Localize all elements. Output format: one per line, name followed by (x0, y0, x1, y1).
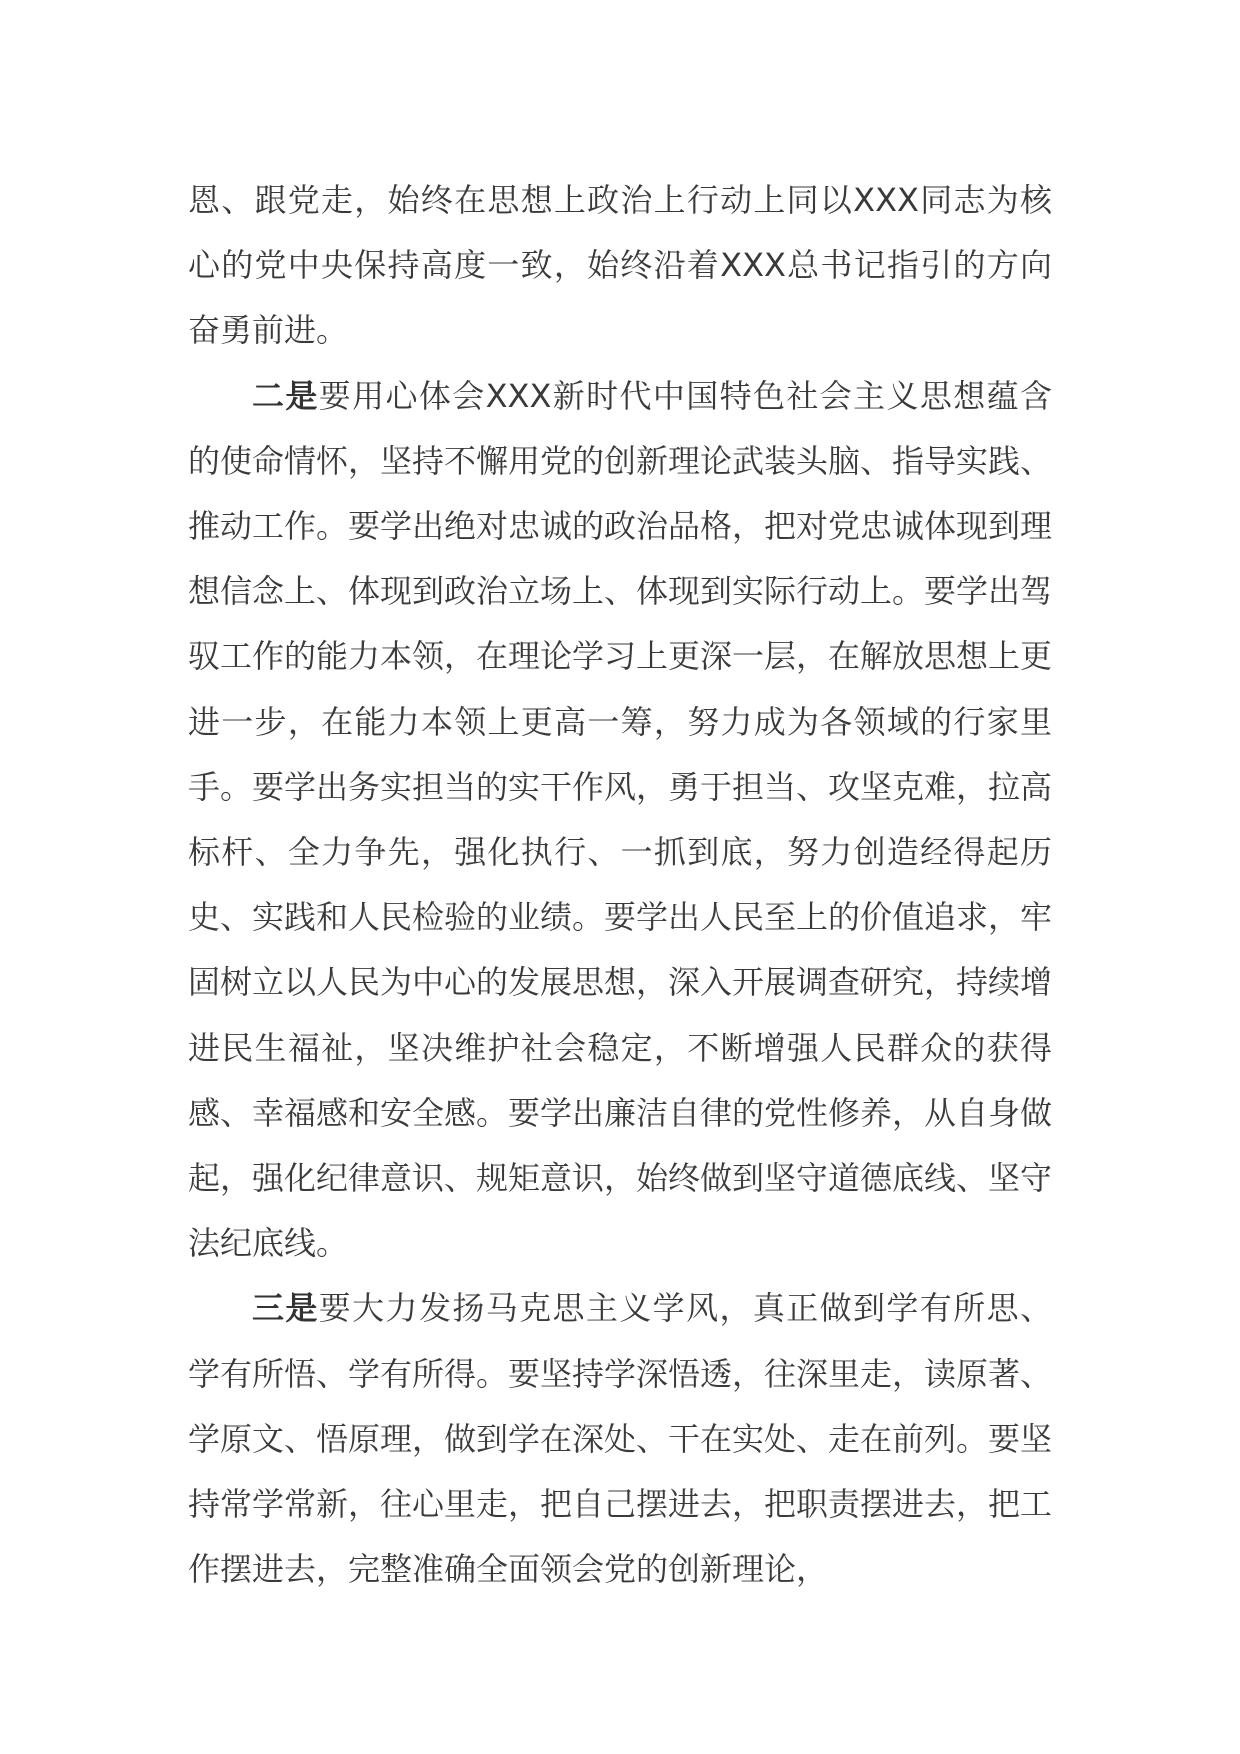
paragraph-3-text: 要大力发扬马克思主义学风，真正做到学有所思、学有所悟、学有所得。要坚持学深悟透，往深里走，读原著、学原文、悟原理，做到学在深处、干在实处、走在前列。要坚持常学常新，往心里走，把自己摆进去，把职责摆进去，把工作摆进去，完整准确全面领会党的创新理论， (188, 1289, 1053, 1589)
paragraph-1 (188, 168, 1052, 364)
paragraph-1-text: 恩、跟党走，始终在思想上政治上行动上同以XXX同志为核心的党中央保持高度一致，始终沿着XXX总书记指引的方向奋勇前进。 (188, 181, 1052, 350)
paragraph-3 (188, 1276, 1052, 1602)
paragraph-3-lead: 三是 (252, 1289, 319, 1328)
document-body (188, 168, 1052, 1602)
paragraph-2-lead: 二是 (252, 376, 319, 415)
paragraph-2 (188, 364, 1052, 1277)
paragraph-2-text: 要用心体会XXX新时代中国特色社会主义思想蕴含的使命情怀，坚持不懈用党的创新理论武装头脑、指导实践、推动工作。要学出绝对忠诚的政治品格，把对党忠诚体现到理想信念上、体现到政治立场上、体现到实际行动上。要学出驾驭工作的能力本领，在理论学习上更深一层，在解放思想上更进一步，在能力本领上更高一筹，努力成为各领域的行家里手。要学出务实担当的实干作风，勇于担当、攻坚克难，拉高标杆、全力争先，强化执行、一抓到底，努力创造经得起历史、实践和人民检验的业绩。要学出人民至上的价值追求，牢固树立以人民为中心的发展思想，深入开展调查研究，持续增进民生福祉，坚决维护社会稳定，不断增强人民群众的获得感、幸福感和安全感。要学出廉洁自律的党性修养，从自身做起，强化纪律意识、规矩意识，始终做到坚守道德底线、坚守法纪底线。 (188, 376, 1053, 1263)
